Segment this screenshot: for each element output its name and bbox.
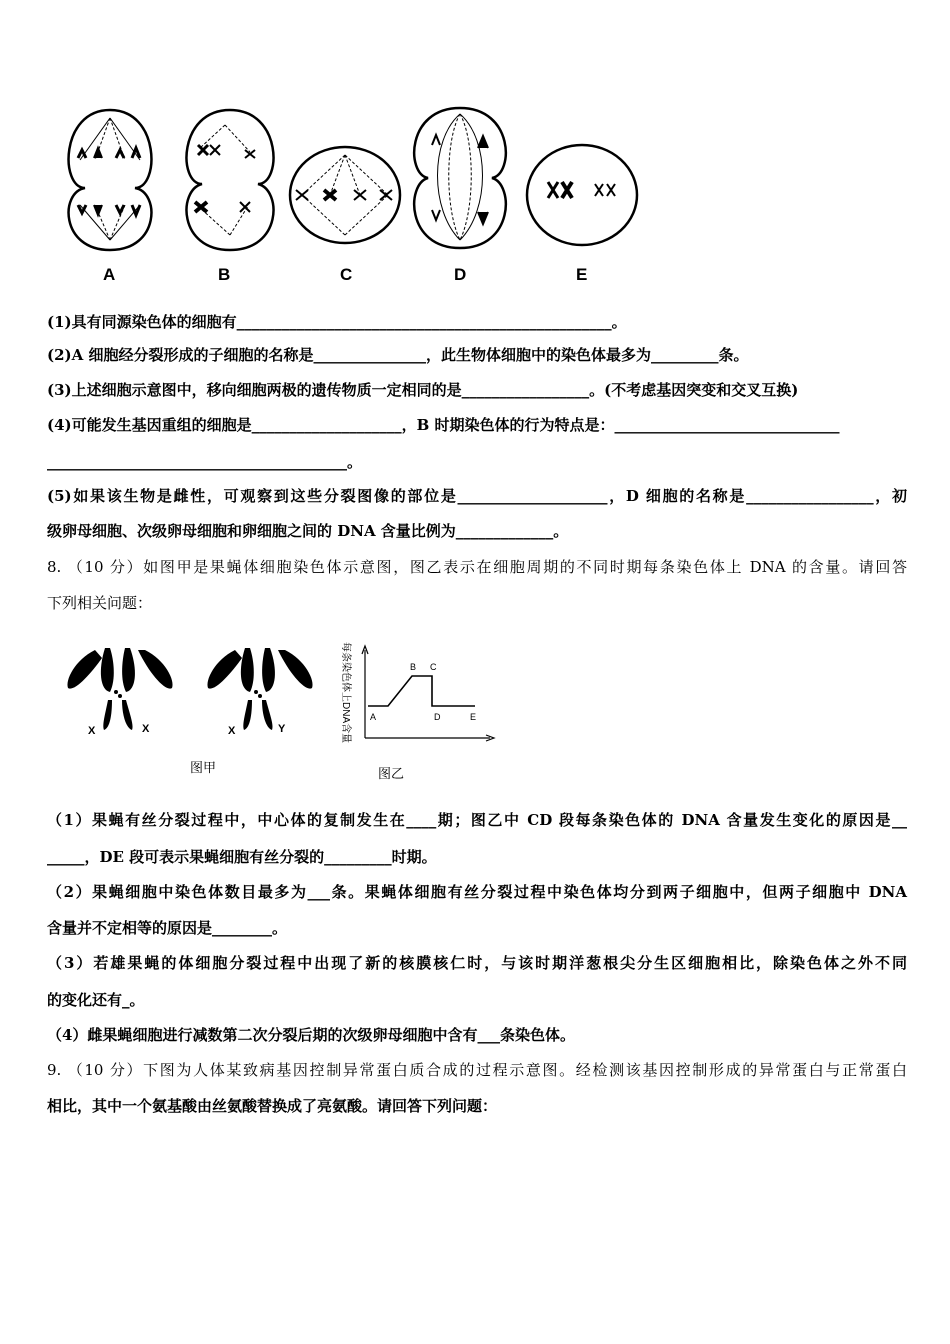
cell-c [290, 147, 400, 243]
karyotype-male [207, 648, 312, 730]
sex-chrom-right-y: Y [278, 723, 286, 735]
graph-point-d: D [434, 712, 441, 722]
fig-jia-label: 图甲 [190, 760, 217, 775]
karyotype-female [67, 648, 172, 730]
dna-content-graph [340, 642, 494, 743]
q9-line-2: 相比，其中一个氨基酸由丝氨酸替换成了亮氨酸。请回答下列问题： [47, 1097, 498, 1115]
graph-point-e: E [470, 712, 477, 722]
q7-line-1: (1)具有同源染色体的细胞有__________________________________________________。 [47, 313, 627, 331]
sex-chrom-right-x: X [228, 725, 236, 737]
q8-sub1-b: _____，DE 段可表示果蝇细胞有丝分裂的_________时期。 [47, 848, 437, 866]
graph-point-a: A [370, 712, 377, 722]
label-d: D [454, 265, 467, 284]
graph-point-c: C [430, 662, 437, 672]
q8-sub4: （4）雌果蝇细胞进行减数第二次分裂后期的次级卵母细胞中含有___条染色体。 [47, 1026, 575, 1044]
q8-sub1-a: （1）果蝇有丝分裂过程中，中心体的复制发生在____期；图乙中 CD 段每条染色体的 DNA 含量发生变化的原因是__ [47, 811, 907, 829]
sex-chrom-left-2: X [142, 723, 150, 735]
label-b: B [218, 265, 231, 284]
drosophila-figure [50, 630, 510, 790]
q8-sub2-a: （2）果蝇细胞中染色体数目最多为___条。果蝇体细胞有丝分裂过程中染色体均分到两子细胞中，但两子细胞中 DNA [47, 883, 907, 901]
label-a: A [103, 265, 116, 284]
cell-e [527, 145, 637, 245]
q8-line-2: 下列相关问题： [47, 594, 153, 612]
cell-a [69, 110, 152, 250]
q8-sub2-b: 含量并不定相等的原因是________。 [47, 919, 288, 937]
cell-division-figure [50, 100, 650, 290]
q8-sub3-a: （3）若雄果蝇的体细胞分裂过程中出现了新的核膜核仁时，与该时期洋葱根尖分生区细胞相比，除染色体之外不同 [47, 954, 907, 972]
cell-d [414, 108, 506, 248]
q7-line-5: ________________________________________。 [47, 453, 363, 471]
graph-point-b: B [410, 662, 417, 672]
cell-b [187, 110, 274, 250]
q7-line-7: 级卵母细胞、次级卵母细胞和卵细胞之间的 DNA 含量比例为_____________。 [47, 522, 569, 540]
q8-sub3-b: 的变化还有_。 [47, 991, 145, 1009]
graph-y-label: 每条染色体上DNA含量 [340, 642, 351, 744]
q7-line-4: (4)可能发生基因重组的细胞是____________________，B 时期染色体的行为特点是：______________________________ [47, 416, 840, 434]
q8-line-1: 8. （10 分）如图甲是果蝇体细胞染色体示意图，图乙表示在细胞周期的不同时期每条染色体上 DNA 的含量。请回答 [47, 558, 907, 576]
q9-line-1: 9. （10 分）下图为人体某致病基因控制异常蛋白质合成的过程示意图。经检测该基因控制形成的异常蛋白与正常蛋白 [47, 1061, 907, 1079]
label-c: C [340, 265, 353, 284]
q7-line-3: (3)上述细胞示意图中，移向细胞两极的遗传物质一定相同的是_________________。(不考虑基因突变和交叉互换) [47, 381, 799, 399]
label-e: E [576, 265, 588, 284]
fig-yi-label: 图乙 [378, 766, 405, 781]
q7-line-6: (5)如果该生物是雌性，可观察到这些分裂图像的部位是____________________，D 细胞的名称是_________________，初 [47, 487, 907, 505]
sex-chrom-left-1: X [88, 725, 96, 737]
q7-line-2: (2)A 细胞经分裂形成的子细胞的名称是_______________，此生物体细胞中的染色体最多为_________条。 [47, 346, 749, 364]
